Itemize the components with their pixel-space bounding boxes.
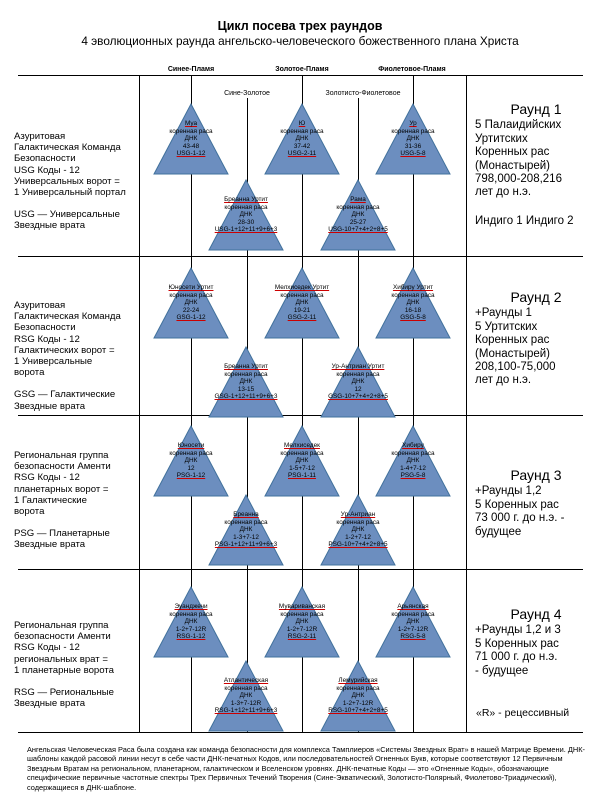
- triangle-line: PSG-1-11: [288, 472, 316, 480]
- race-triangle-r2-bottom-1: [208, 346, 284, 418]
- race-triangle-r3-top-3: [375, 425, 451, 497]
- triangle-line: Юносети Уртит: [168, 284, 214, 291]
- triangle-line: коренная раса: [224, 203, 268, 211]
- triangle-line: RSG-1+12+11+9+6+3: [214, 707, 278, 715]
- triangle-line: Ур-Антриан Уртит: [331, 363, 385, 370]
- triangle-line: GSG-5-8: [400, 314, 426, 322]
- subcolumn-label-blue-gold: Сине-Золотое: [224, 90, 270, 97]
- triangle-line: Рама: [350, 196, 366, 203]
- triangle-line: ДНК: [295, 299, 309, 307]
- triangle-line: Хибиру Уртит: [392, 284, 434, 291]
- row-2-security-text: Азуритовая Галактическая Команда Безопасности RSG Коды - 12 Галактических ворот = 1 Универсальные ворота GSG — Галактические Звездные врата: [14, 300, 121, 412]
- triangle-line: коренная раса: [169, 449, 213, 457]
- triangle-line: Бреанна Уртит: [224, 363, 268, 370]
- round-3-text: Раунд 3 +Раунды 1,2 5 Коренных рас 73 000 г. до н.э. - будущее: [475, 467, 565, 538]
- triangle-line: ДНК: [239, 526, 253, 534]
- triangle-line: коренная раса: [336, 684, 380, 692]
- triangle-line: 31-36: [404, 142, 422, 150]
- triangle-line: RSG-2-11: [287, 633, 317, 641]
- triangle-line: Бреанна Уртит: [224, 196, 268, 203]
- triangle-line: коренная раса: [280, 449, 324, 457]
- triangle-line: Бреанна: [233, 511, 259, 518]
- triangle-line: коренная раса: [280, 610, 324, 618]
- round-4-text: Раунд 4 +Раунды 1,2 и 3 5 Коренных рас 71 000 г. до н.э. - будущее: [475, 606, 562, 677]
- triangle-line: Ур-Антриан: [340, 511, 376, 518]
- triangle-line: коренная раса: [280, 127, 324, 135]
- triangle-line: 28-30: [237, 218, 255, 226]
- triangle-line: RSG-1-12: [176, 633, 206, 641]
- triangle-line: коренная раса: [224, 370, 268, 378]
- triangle-line: 37-42: [293, 142, 311, 150]
- triangle-line: ДНК: [239, 692, 253, 700]
- triangle-line: 1-3+7-12: [233, 533, 259, 541]
- triangle-line: 1-3+7-12R: [230, 699, 262, 707]
- row-4-security-text: Региональная группа безопасности Аменти RSG Коды - 12 региональных врат = 1 планетарные ворота RSG — Региональные Звездные врата: [14, 620, 115, 710]
- race-triangle-r1-bottom-2: [320, 179, 396, 251]
- triangle-line: Мелхиседек: [284, 442, 320, 449]
- triangle-line: ДНК: [184, 618, 198, 626]
- row-1-security-text: Азуритовая Галактическая Команда Безопасности USG Коды - 12 Универсальных ворот = 1 Универсальный портал USG — Универсальные Звездные врата: [14, 131, 126, 232]
- triangle-line: ДНК: [239, 211, 253, 219]
- triangle-line: коренная раса: [391, 610, 435, 618]
- footer-text: Ангельская Человеческая Раса была создана как команда безопасности для комплекса Тамплиеров «Системы Звездных Врат» в нашей Матрице Времени. ДНК-шаблоны каждой расовой линии несут в себе части ДНК-печатных Кодов, или последовательностей Огненных Букв, которые соответствуют 12 Первичным Звездным Вратам на региональном, планетарном, галактическом и Вселенском уровнях. ДНК-печатные Коды — это «Огненные Коды», обозначающие специфические первичные частотные спектры Трех Первичных Течений Творения (Сине-Экватический, Золотисто-Полярный, Фиолетово-Триадический), содержащиеся в ДНК-шаблоне.: [27, 745, 585, 792]
- triangle-line: USG-1+12+11+9+6+3: [214, 226, 278, 234]
- triangle-line: Ю: [298, 120, 306, 127]
- triangle-line: PSG-1-12: [176, 472, 206, 480]
- triangle-line: 12: [187, 464, 195, 472]
- race-triangle-r4-bottom-2: [320, 660, 396, 732]
- grid-line-row-2: [18, 415, 583, 416]
- page-title: Цикл посева трех раундов: [217, 19, 383, 33]
- triangle-line: ДНК: [351, 526, 365, 534]
- grid-line-col-left: [139, 75, 140, 732]
- triangle-line: коренная раса: [391, 127, 435, 135]
- recessive-note: «R» - рецессивный: [476, 707, 570, 719]
- triangle-line: коренная раса: [224, 518, 268, 526]
- triangle-line: PSG-10+7+4+2+8+5: [328, 541, 388, 549]
- triangle-line: ДНК: [406, 457, 420, 465]
- triangle-line: Лемурийская: [338, 677, 378, 684]
- triangle-line: 13-15: [237, 385, 255, 393]
- triangle-line: ДНК: [239, 378, 253, 386]
- triangle-line: USG-5-8: [400, 150, 426, 158]
- triangle-line: USG-2-11: [287, 150, 317, 158]
- triangle-line: ДНК: [351, 211, 365, 219]
- triangle-line: коренная раса: [169, 610, 213, 618]
- triangle-line: PSG-1+12+11+9+6+3: [214, 541, 278, 549]
- race-triangle-r1-top-2: [264, 103, 340, 175]
- grid-line-row-1: [18, 256, 583, 257]
- triangle-line: Хибиру: [402, 442, 424, 449]
- triangle-line: ДНК: [184, 457, 198, 465]
- triangle-line: ДНК: [351, 378, 365, 386]
- race-triangle-r1-top-3: [375, 103, 451, 175]
- triangle-line: GSG-1+12+11+9+6+3: [214, 393, 278, 401]
- row-3-security-text: Региональная группа безопасности Аменти RSG Коды - 12 планетарных ворот = 1 Галактические ворота PSG — Планетарные Звездные врата: [14, 450, 111, 551]
- triangle-line: ДНК: [351, 692, 365, 700]
- triangle-line: коренная раса: [280, 291, 324, 299]
- subcolumn-label-gold-violet: Золотисто-Фиолетовое: [325, 90, 401, 97]
- race-triangle-r2-top-2: [264, 267, 340, 339]
- triangle-line: 16-18: [404, 306, 422, 314]
- race-triangle-r2-top-1: [153, 267, 229, 339]
- triangle-line: 1-2+7-12R: [342, 699, 374, 707]
- triangle-line: 1-2+7-12R: [286, 625, 318, 633]
- column-label-blue: Синее-Пламя: [167, 66, 215, 73]
- triangle-line: коренная раса: [224, 684, 268, 692]
- round-1-text: Раунд 1 5 Палаидийских Уртитских Коренных рас (Монастырей) 798,000-208,216 лет до н.э. Индиго 1 Индиго 2: [475, 101, 574, 227]
- column-label-violet: Фиолетовое-Пламя: [378, 66, 446, 73]
- triangle-line: 1-4+7-12: [400, 464, 426, 472]
- triangle-line: Муа: [184, 120, 198, 127]
- triangle-line: RSG-10+7+4+2+8+5: [328, 707, 388, 715]
- triangle-line: 12: [354, 385, 362, 393]
- race-triangle-r4-top-3: [375, 586, 451, 658]
- race-triangle-r1-top-1: [153, 103, 229, 175]
- triangle-line: ДНК: [406, 618, 420, 626]
- grid-line-top: [18, 75, 583, 76]
- triangle-line: GSG-10+7+4+2+8+5: [328, 393, 388, 401]
- triangle-line: USG-1-12: [176, 150, 206, 158]
- triangle-line: коренная раса: [169, 127, 213, 135]
- triangle-line: коренная раса: [336, 203, 380, 211]
- triangle-line: коренная раса: [391, 291, 435, 299]
- triangle-line: GSG-1-12: [176, 314, 206, 322]
- triangle-line: GSG-2-11: [287, 314, 317, 322]
- triangle-line: ДНК: [295, 135, 309, 143]
- triangle-line: RSG-5-8: [400, 633, 426, 641]
- grid-line-col-right: [466, 75, 467, 732]
- grid-line-bottom: [18, 732, 583, 733]
- race-triangle-r4-top-1: [153, 586, 229, 658]
- triangle-line: Арьянская: [397, 603, 429, 610]
- triangle-line: USG-10+7+4+2+8+5: [328, 226, 388, 234]
- race-triangle-r1-bottom-1: [208, 179, 284, 251]
- triangle-line: 1-2+7-12R: [397, 625, 429, 633]
- triangle-line: Мелхиседек Уртит: [274, 284, 330, 291]
- triangle-line: коренная раса: [391, 449, 435, 457]
- round-2-text: Раунд 2 +Раунды 1 5 Уртитских Коренных рас (Монастырей) 208,100-75,000 лет до н.э.: [475, 289, 562, 387]
- triangle-line: Эуанджечи: [174, 603, 208, 610]
- triangle-line: ДНК: [406, 135, 420, 143]
- triangle-line: 19-21: [293, 306, 311, 314]
- column-label-gold: Золотое-Пламя: [275, 66, 329, 73]
- triangle-line: ДНК: [295, 618, 309, 626]
- triangle-line: Ур: [409, 120, 417, 127]
- triangle-line: 22-24: [182, 306, 200, 314]
- grid-line-row-3: [18, 569, 583, 570]
- race-triangle-r2-bottom-2: [320, 346, 396, 418]
- triangle-line: коренная раса: [169, 291, 213, 299]
- race-triangle-r2-top-3: [375, 267, 451, 339]
- triangle-line: ДНК: [295, 457, 309, 465]
- triangle-line: Юносети: [177, 442, 205, 449]
- triangle-line: ДНК: [406, 299, 420, 307]
- race-triangle-r3-bottom-2: [320, 494, 396, 566]
- triangle-line: коренная раса: [336, 370, 380, 378]
- triangle-line: 25-27: [349, 218, 367, 226]
- race-triangle-r3-top-2: [264, 425, 340, 497]
- triangle-line: 1-2+7-12R: [175, 625, 207, 633]
- page-subtitle: 4 эволюционных раунда ангельско-человеческого божественного плана Христа: [81, 34, 519, 48]
- triangle-line: коренная раса: [336, 518, 380, 526]
- triangle-line: 43-48: [182, 142, 200, 150]
- race-triangle-r3-bottom-1: [208, 494, 284, 566]
- race-triangle-r3-top-1: [153, 425, 229, 497]
- triangle-line: ДНК: [184, 135, 198, 143]
- triangle-line: Мувариванская: [278, 603, 326, 610]
- triangle-line: 1-5+7-12: [289, 464, 315, 472]
- triangle-line: ДНК: [184, 299, 198, 307]
- race-triangle-r4-top-2: [264, 586, 340, 658]
- race-triangle-r4-bottom-1: [208, 660, 284, 732]
- triangle-line: Атлантическая: [223, 677, 269, 684]
- triangle-line: 1-2+7-12: [345, 533, 371, 541]
- triangle-line: PSG-5-8: [400, 472, 426, 480]
